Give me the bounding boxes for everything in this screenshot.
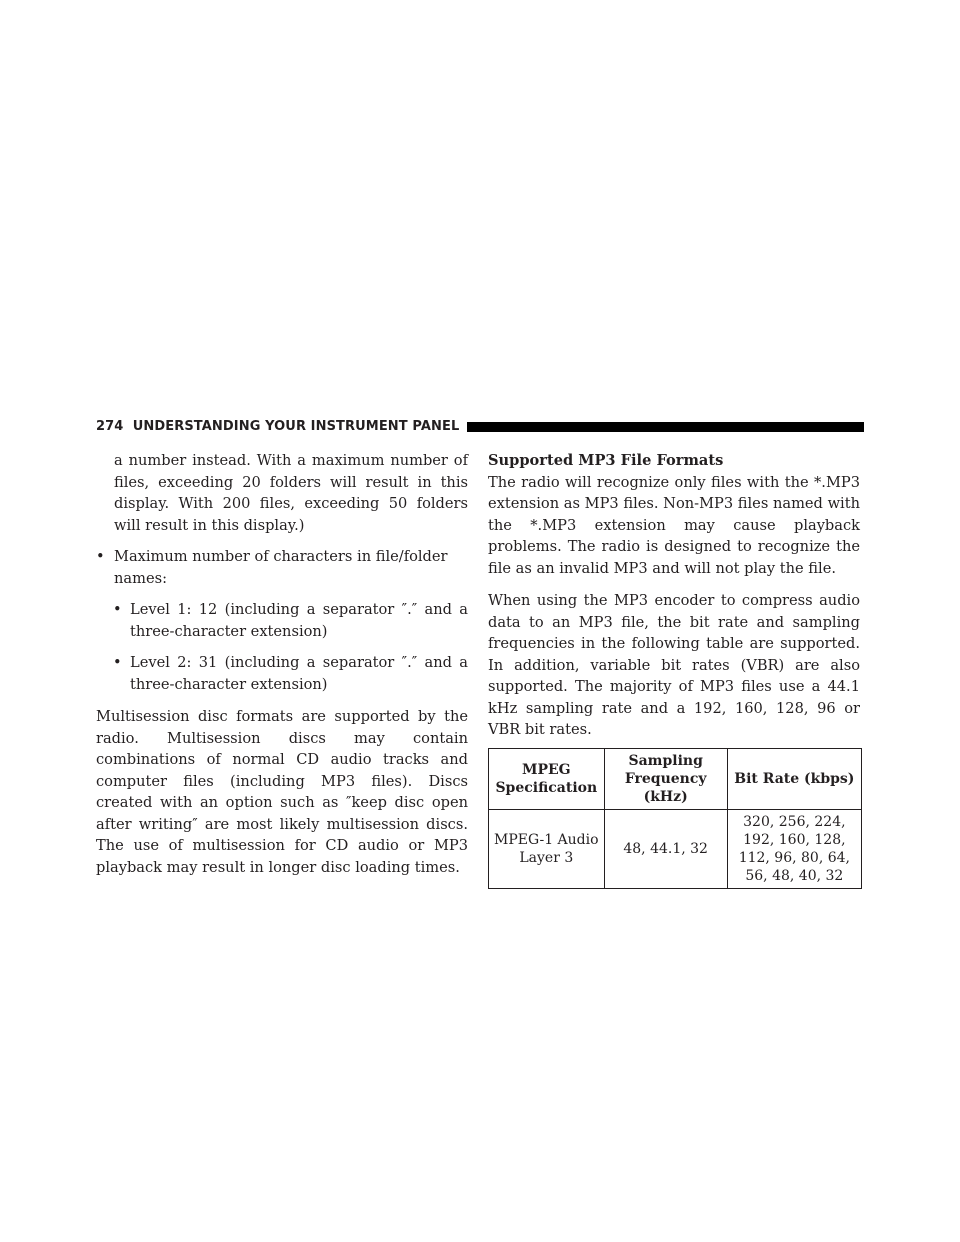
table-header-cell: Bit Rate (kbps)	[727, 748, 861, 809]
table-row	[489, 809, 862, 888]
bullet-icon: •	[113, 601, 122, 618]
bullet-icon: •	[113, 654, 122, 671]
table-header-row	[489, 748, 862, 809]
table-cell: MPEG-1 Audio Layer 3	[489, 809, 605, 888]
table-header-cell: Sampling Frequency (kHz)	[604, 748, 727, 809]
continuation-paragraph: a number instead. With a maximum number of files, exceeding 20 folders will result in this display. With 200 files, exceeding 50 folders will result in this display.)	[114, 452, 468, 534]
mp3-format-table	[488, 748, 862, 889]
mp3-encoder-paragraph: When using the MP3 encoder to compress audio data to an MP3 file, the bit rate and sampling frequencies in the following table are supported. In addition, variable bit rates (VBR) are also supported. The majority of MP3 files use a 44.1 kHz sampling rate and a 192, 160, 128, 96 or VBR bit rates.	[488, 592, 860, 738]
table-header-cell: MPEG Specification	[489, 748, 605, 809]
bullet-max-characters	[96, 546, 468, 589]
page-number: 274	[96, 419, 124, 434]
section-title: UNDERSTANDING YOUR INSTRUMENT PANEL	[132, 419, 460, 434]
right-column	[488, 450, 860, 889]
mp3-recognition-paragraph: The radio will recognize only files with the *.MP3 extension as MP3 files. Non-MP3 files named with the *.MP3 extension may cause playback problems. The radio is designed to recognize the file as an invalid MP3 and will not play the file.	[488, 473, 860, 577]
bullet-text: Level 2: 31 (including a separator ″.″ and a three-character extension)	[130, 654, 468, 693]
page-header	[96, 420, 864, 434]
table-cell: 48, 44.1, 32	[604, 809, 727, 888]
bullet-level2	[96, 652, 468, 695]
left-column	[96, 450, 468, 878]
section-heading: Supported MP3 File Formats	[488, 452, 724, 469]
table-cell: 320, 256, 224, 192, 160, 128, 112, 96, 80, 64, 56, 48, 40, 32	[727, 809, 861, 888]
multisession-paragraph: Multisession disc formats are supported by the radio. Multisession discs may contain combinations of normal CD audio tracks and computer files (including MP3 files). Discs created with an option such as ″keep disc open after writing″ are most likely multisession discs. The use of multisession for CD audio or MP3 playback may result in longer disc loading times.	[96, 708, 468, 876]
bullet-text: Level 1: 12 (including a separator ″.″ and a three-character extension)	[130, 601, 468, 640]
bullet-icon: •	[96, 548, 105, 565]
bullet-level1	[96, 599, 468, 642]
header-text	[96, 419, 467, 435]
bullet-text: Maximum number of characters in file/folder names:	[114, 548, 448, 587]
